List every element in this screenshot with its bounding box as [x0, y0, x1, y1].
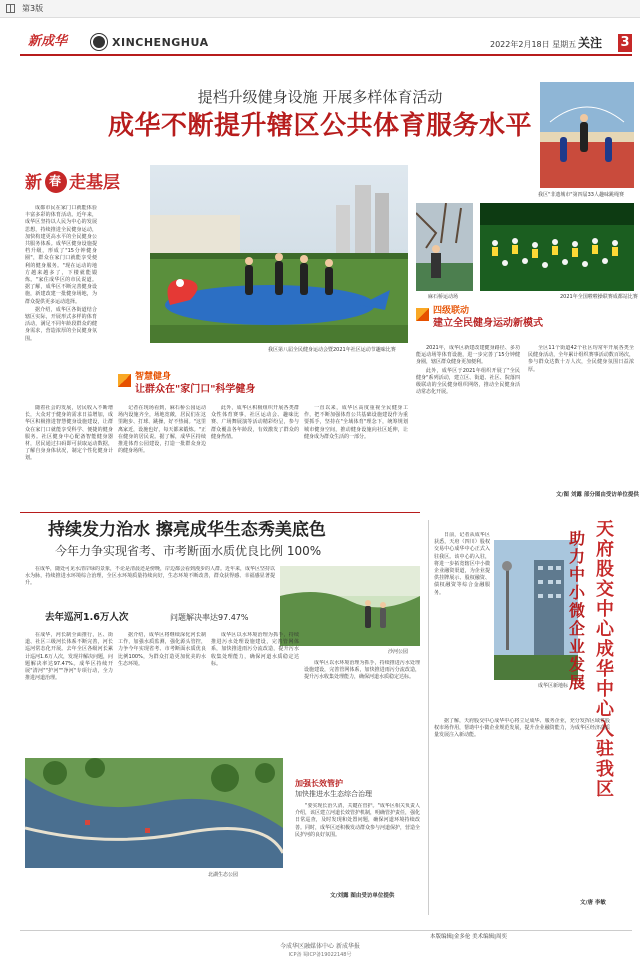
lead-column-1 [25, 205, 97, 355]
footer-editor: 本版编辑|金多伦 美术编辑|周奕 [430, 934, 507, 940]
section-a-column-1 [25, 405, 113, 510]
column-divider [428, 520, 429, 915]
section3-paragraph: 日前，记者从成华区获悉，天府（四川）股权交易中心成华中心正式入驻我区。该中心的入驻，将进一步拓宽辖区中小微企业融资渠道，为企业提供挂牌展示、股权融资、债权融资等综合金融服务。 [434, 532, 490, 596]
box-paragraph: "要实现长治久清，关键在管护。"成华区相关负责人介绍，该区建立河道长效管护机制，明确管护责任，强化日常巡查，及时发现和处置问题，确保河道环境持续改善。同时，成华区还积极发动群众参与河道保护，营造全民护河的良好氛围。 [295, 803, 420, 838]
footer-logo: 今成华区融媒体中心 新成华报 [280, 943, 360, 950]
section-a-column-5 [416, 345, 520, 510]
section3-byline: 文/唐 李敏 [580, 900, 606, 906]
section3-title[interactable]: 天府股交中心成华中心入驻我区 [596, 519, 614, 800]
section2-paragraph: 成华区以水环境治理为抓手，持续推进污水处理设施建设，完善管网体系，加快推进雨污分流改造，提升污水收集处理能力，确保河道水质稳定达标。 [211, 632, 299, 667]
box-title[interactable]: 加强长效管护 [295, 779, 343, 788]
pull-quote [45, 611, 335, 627]
section2-byline: 文/刘露 图由受访单位提供 [330, 893, 395, 899]
footer-icp[interactable]: ICP备 蜀ICP备19022148号 [288, 952, 352, 958]
section2-title[interactable]: 持续发力治水 擦亮成华生态秀美底色 [48, 520, 326, 540]
subhead-four-level [416, 306, 616, 332]
lead-paragraph-b: 据介绍，成华区各街道结合辖区实际，开展形式多样的体育活动，满足不同年龄段群众的健身需求，营造浓厚的全民健身氛围。 [25, 306, 97, 342]
badge-walk: 走基层 [69, 173, 120, 193]
section2-column-4 [304, 660, 420, 770]
landmark-caption: 成华区新地标 [538, 683, 569, 689]
football-icon [91, 34, 107, 50]
beihu-park-photo[interactable] [25, 758, 283, 868]
cheerleading-photo[interactable] [480, 203, 634, 291]
box-column [295, 803, 420, 891]
section-b-column [528, 345, 634, 490]
masthead [20, 30, 632, 56]
cheerleading-caption: 2021年全国啦啦操联赛成都站比赛 [560, 294, 638, 300]
beihu-park-image [25, 758, 283, 868]
mashiqiao-photo[interactable] [416, 203, 473, 291]
section-a-paragraph: 此外，成华区积极组织开展各类群众性体育赛事，社区运动会、趣味比赛、广场舞展演等活动精彩纷呈，参与群众覆盖各年龄段，有效激发了群众的健身热情。 [211, 405, 299, 440]
footer-divider [20, 930, 632, 931]
beihu-park-caption: 北湖生态公园 [208, 872, 239, 878]
lead-kicker: 提档升级健身设施 开展多样体育活动 [197, 88, 443, 106]
logo-cn: 新成华 [28, 34, 68, 49]
rope-skipping-caption: 我区"非遗城市"第四届33人趣味跳绳赛 [538, 192, 624, 198]
subhead-label: 四级联动 [433, 306, 470, 316]
section2-subtitle: 今年力争实现省考、市考断面水质优良比例 100% [55, 544, 322, 558]
issue-date: 2022年2月18日 星期五 [490, 40, 577, 49]
badge-new: 新 [25, 173, 42, 193]
section-a-paragraph: 记者在现场看到，麻石桥公园运动场内设施齐全，场地宽敞，居民们在这里跑步、打球、跳操，好不热闹。"这里离家近，设施也好，每天都来锻炼。"正在健身的居民说。据了解，成华区持续推进体育公园建设，打造一批群众身边的健身场所。 [118, 405, 206, 455]
section2-column-3 [211, 632, 299, 754]
main-photo[interactable] [150, 165, 408, 343]
section2-intro [25, 566, 275, 606]
section-a-column-4 [304, 405, 408, 510]
section3-subtitle: 助力中小微企业发展 [568, 529, 585, 692]
shahe-park-photo[interactable] [280, 566, 420, 646]
mashiqiao-caption: 麻石桥运动场 [428, 294, 459, 300]
shahe-park-caption: 沙河公园 [388, 649, 409, 655]
section-b-paragraph: 此外，成华区于2021年组织开展了"全民健身"系列活动，建立区、街道、社区、院落四级联动的全民健身组织网络，推动全民健身活动常态化开展。 [416, 367, 520, 396]
page-menu-icon[interactable] [6, 4, 15, 13]
spring-seal-icon [45, 171, 67, 193]
subhead-title[interactable]: 让群众在"家门口"科学健身 [135, 384, 256, 395]
section-a-column-3 [211, 405, 299, 510]
dragon-boat-race-image [150, 165, 408, 343]
cheerleading-image [480, 203, 634, 291]
rope-skipping-image [540, 82, 634, 188]
lead-headline[interactable]: 成华不断提升辖区公共体育服务水平 [107, 111, 532, 141]
main-photo-caption: 我区第八届全民健身运动会暨2021年社区运动节趣味比赛 [268, 347, 396, 353]
page-number: 3 [618, 34, 632, 52]
section2-intro-text: 在成华，随处可见水清岸绿的景象，不论是清晨还是傍晚，岸边都会看到漫步的人群。近年来，成华区坚持以水为脉，持续推进水环境综合治理，全区水环境质量持续向好，生态环境不断改善，群众获得感、幸福感显著提升。 [25, 566, 275, 587]
subhead-title[interactable]: 建立全民健身运动新模式 [433, 318, 543, 329]
subhead-label: 智慧健身 [135, 372, 172, 382]
section2-paragraph: 在成华，河长制全面推行，区、街道、社区三级河长体系不断完善，河长巡河常态化开展。去年全区各级河长累计巡河1.6万人次，发现并解决问题，问题解决率达97.47%。成华区持续开展"清河""护河""净河"专项行动，全力推进河道治理。 [25, 632, 113, 682]
column-badge [25, 170, 145, 196]
section2-paragraph: 成华区以水环境治理为抓手，持续推进污水处理设施建设，完善管网体系，加快推进雨污分流改造，提升污水收集处理能力，确保河道水质稳定达标。 [304, 660, 420, 681]
section-b-paragraph: 全区11个街道42个社区均常年开展各类全民健身活动，全年累计组织赛事活动数百场次，参与群众达数十万人次，全民健身氛围日益浓厚。 [528, 345, 634, 373]
pull-quote-sub: 问题解决率达97.47% [170, 613, 249, 622]
page-tag[interactable]: 第3版 [22, 4, 44, 13]
section3-paragraph: 据了解，天府股交中心成华中心将立足成华、服务企业，充分发挥区域性股权市场作用，帮助中小微企业规范发展，提升企业融资能力，为成华区经济高质量发展注入新动能。 [434, 718, 610, 739]
section3-column-1 [434, 532, 490, 712]
section2-column-1 [25, 632, 113, 754]
subhead-mark-icon [118, 374, 131, 387]
section2-column-2 [118, 632, 206, 754]
logo-en: XINCHENGHUA [112, 36, 209, 49]
section-b-byline: 文/图 刘露 部分图由受访单位提供 [556, 492, 639, 498]
mashiqiao-image [416, 203, 473, 291]
top-toolbar [0, 0, 640, 18]
section-a-paragraph: 随着社会的发展，居民收入不断增长，大众对于健身的需求日益增加，成华区积极推进智慧健身设施建设，让群众在家门口就能享受科学、便捷的健身服务。社区健身中心配备智能健身器材，居民通过扫码即可获取运动数据，了解自身身体状况，制定个性化健身计划。 [25, 405, 113, 462]
section-divider [20, 512, 420, 513]
lead-paragraph: 成都市民在家门口就能体验丰富多彩的体育活动。近年来，成华区坚持以人民为中心的发展思想，持续推进全民健身运动，加快构建更高水平的全民健身公共服务体系。成华区健身设施提档升级，形成了"15分钟健身圈"，群众在家门口就能享受便利的健身服务。"现在运动的地方越来越多了，下楼就能锻炼。"家住成华区的市民说道。据了解，成华区不断完善健身设施，新建改建一批健身场地，为群众提供更多运动选择。 [25, 205, 97, 305]
rope-skipping-photo[interactable] [540, 82, 634, 188]
section-name: 关注 [578, 36, 603, 50]
section3-column-2 [434, 718, 610, 908]
section-a-paragraph: 一直以来，成华区高度重视全民健身工作，把不断加强体育公共基础设施建设作为重要抓手，坚持在"全域体育"理念下，统筹规划城市健身空间，推动健身设施向社区延伸，让健身成为群众生活的一部分。 [304, 405, 408, 440]
section-a-column-2 [118, 405, 206, 510]
section2-paragraph: 据介绍，成华区将继续深化河长制工作，加强水质监测，强化源头管控，力争今年实现省考、市考断面水质优良比例100%，为群众打造更加优美的水生态环境。 [118, 632, 206, 667]
pull-quote-main: 去年巡河1.6万人次 [45, 612, 129, 623]
shahe-park-image [280, 566, 420, 646]
section-a-paragraph: 2021年，成华区新建改建健身路径、多功能运动场等体育设施，进一步完善了15分钟健身圈，辖区群众健身更加便利。 [416, 345, 520, 366]
subhead-smart-fitness [118, 372, 298, 398]
box-subtitle: 加快推进水生态综合治理 [295, 790, 372, 798]
subhead-mark-icon [416, 308, 429, 321]
